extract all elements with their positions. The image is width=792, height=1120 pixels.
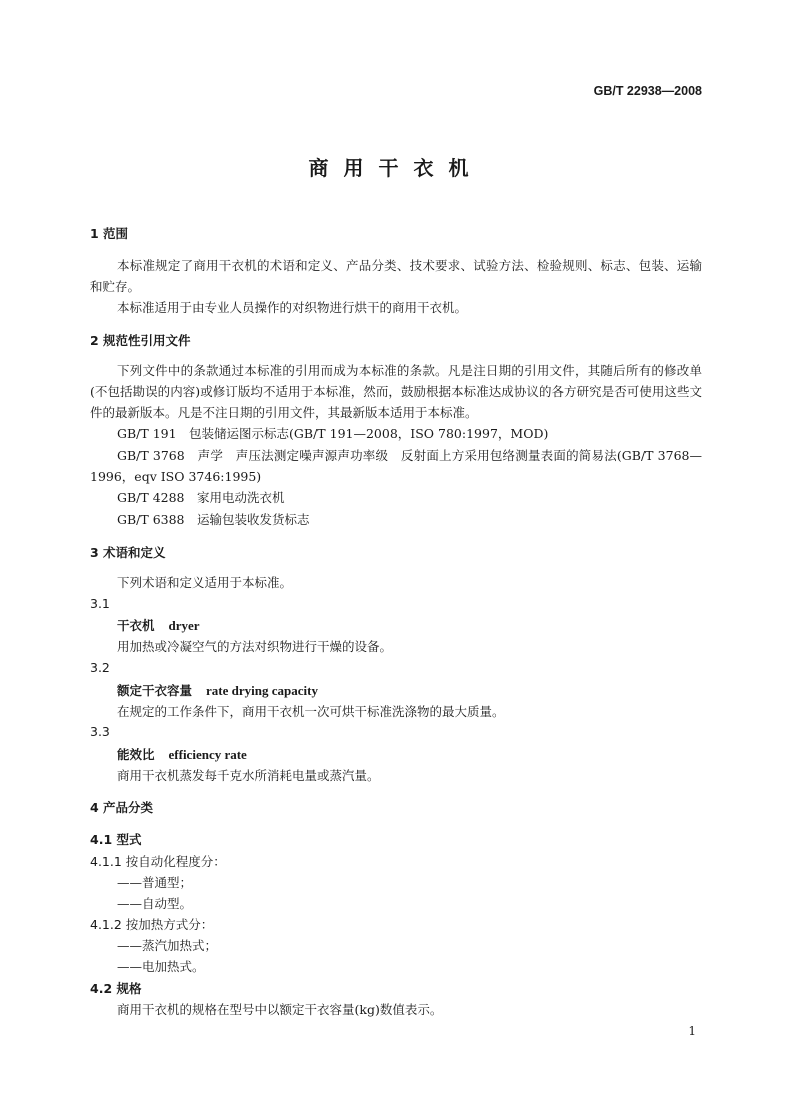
term-3-1-en: dryer (168, 618, 200, 633)
section-4-1-2-heading: 4.1.2 按加热方式分： (90, 917, 214, 932)
reference-gbt-4288: GB/T 4288 家用电动洗衣机 (117, 490, 285, 505)
section-2-heading: 2 规范性引用文件 (90, 333, 191, 348)
page-title: 商用干衣机 (308, 156, 484, 180)
term-3-1-cn: 干衣机 (117, 618, 155, 633)
term-3-3-cn: 能效比 (117, 747, 155, 762)
reference-gbt-3768: GB/T 3768 声学 声压法测定噪声源声功率级 反射面上方采用包络测量表面的简易法(GB/T 3768—1996，eqv ISO 3746:1995) (90, 448, 702, 484)
term-3-3-definition: 商用干衣机蒸发每千克水所消耗电量或蒸汽量。 (117, 768, 380, 783)
list-item-electric-heating: ——电加热式。 (117, 959, 205, 974)
reference-gbt-191: GB/T 191 包装储运图示标志(GB/T 191—2008，ISO 780:1997，MOD) (117, 426, 549, 441)
term-3-2-en: rate drying capacity (206, 683, 318, 698)
section-2-paragraph: 下列文件中的条款通过本标准的引用而成为本标准的条款。凡是注日期的引用文件，其随后所有的修改单(不包括勘误的内容)或修订版均不适用于本标准，然而，鼓励根据本标准达成协议的各方研究是否可使用这些文件的最新版本。凡是不注日期的引用文件，其最新版本适用于本标准。 (90, 363, 702, 420)
term-3-2-number: 3.2 (90, 660, 110, 675)
term-3-2-definition: 在规定的工作条件下，商用干衣机一次可烘干标准洗涤物的最大质量。 (117, 704, 505, 719)
page-number: 1 (688, 1024, 696, 1038)
section-1-heading: 1 范围 (90, 226, 129, 241)
list-item-steam-heating: ——蒸汽加热式； (117, 938, 218, 953)
term-3-2-title (117, 680, 318, 699)
section-1-paragraph-1: 本标准规定了商用干衣机的术语和定义、产品分类、技术要求、试验方法、检验规则、标志、包装、运输和贮存。 (90, 258, 702, 294)
section-4-2-heading: 4.2 规格 (90, 981, 142, 996)
section-3-heading: 3 术语和定义 (90, 545, 166, 560)
term-3-3-title (117, 744, 247, 763)
section-1-paragraph-2: 本标准适用于由专业人员操作的对织物进行烘干的商用干衣机。 (117, 300, 468, 315)
term-3-1-title (117, 615, 200, 634)
term-3-3-en: efficiency rate (168, 747, 247, 762)
section-4-heading: 4 产品分类 (90, 800, 154, 815)
term-3-2-cn: 额定干衣容量 (117, 683, 193, 698)
list-item-automatic-type: ——自动型。 (117, 896, 193, 911)
standard-number: GB/T 22938—2008 (593, 84, 702, 98)
term-3-1-definition: 用加热或冷凝空气的方法对织物进行干燥的设备。 (117, 639, 393, 654)
list-item-standard-type: ——普通型； (117, 875, 193, 890)
reference-gbt-6388: GB/T 6388 运输包装收发货标志 (117, 512, 310, 527)
section-3-intro: 下列术语和定义适用于本标准。 (117, 575, 293, 590)
term-3-3-number: 3.3 (90, 724, 110, 739)
section-4-1-1-heading: 4.1.1 按自动化程度分： (90, 854, 226, 869)
section-4-1-heading: 4.1 型式 (90, 832, 142, 847)
term-3-1-number: 3.1 (90, 596, 110, 611)
section-4-2-text: 商用干衣机的规格在型号中以额定干衣容量(kg)数值表示。 (117, 1002, 443, 1017)
